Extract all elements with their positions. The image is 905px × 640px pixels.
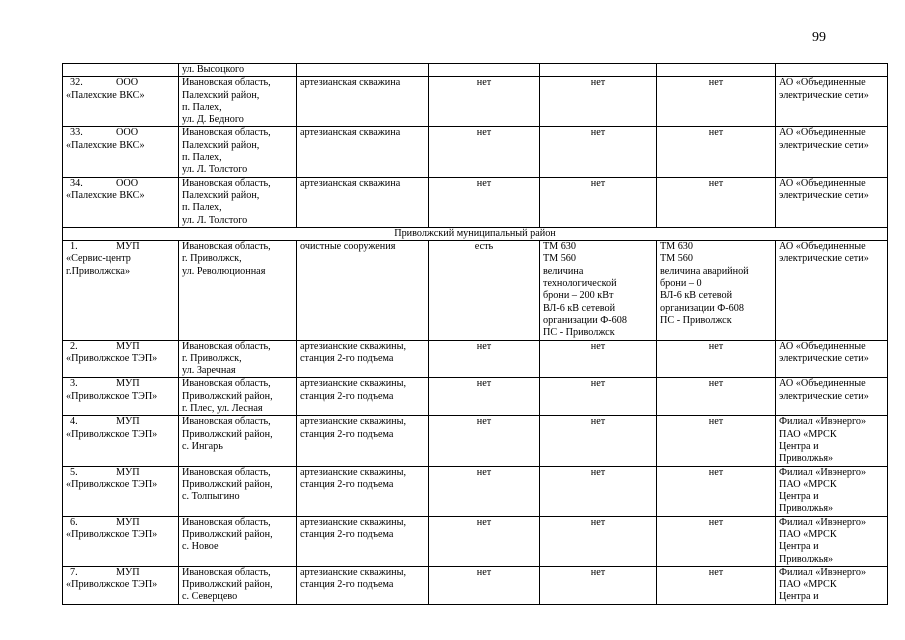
status-cell: нет <box>429 416 540 466</box>
emergency-reserve-cell-line: величина аварийной <box>660 265 749 277</box>
address-cell <box>179 127 297 177</box>
status-cell: нет <box>429 516 540 566</box>
object-cell-line: станция 2-го подъема <box>300 428 394 440</box>
row-number: 32. <box>70 77 83 89</box>
supplier-cell-line: Филиал «Ивэнерго» <box>779 416 867 428</box>
org-type: ООО <box>116 177 139 189</box>
emergency-reserve-cell-line: нет <box>708 340 724 352</box>
supplier-cell-line: Приволжья» <box>779 503 834 515</box>
address-cell-line: с. Ингарь <box>182 440 223 452</box>
object-cell-line: артезианские скважины, <box>300 340 407 352</box>
address-cell-line: ул. Л. Толстого <box>182 164 248 176</box>
supplier-cell-line: Центра и <box>779 541 819 553</box>
facilities-table <box>62 63 888 605</box>
org-type: МУП <box>116 378 140 390</box>
org-name: «Приволжское ТЭП» <box>66 352 158 364</box>
organization-cell <box>63 340 179 378</box>
section-header-row <box>63 227 888 240</box>
emergency-reserve-cell-line: организации Ф-608 <box>660 302 744 314</box>
object-cell-line: станция 2-го подъема <box>300 478 394 490</box>
address-cell-line: п. Палех, <box>182 202 222 214</box>
emergency-reserve-cell <box>657 416 776 466</box>
tech-reserve-cell-line: нет <box>590 177 606 189</box>
tech-reserve-cell <box>540 127 657 177</box>
tech-reserve-cell-line: ТМ 560 <box>543 253 576 265</box>
supplier-cell-line: Приволжья» <box>779 553 834 565</box>
emergency-reserve-cell-line: нет <box>708 516 724 528</box>
emergency-reserve-cell <box>657 241 776 340</box>
table-row <box>63 340 888 378</box>
org-type: МУП <box>116 416 140 428</box>
emergency-reserve-cell <box>657 378 776 416</box>
tech-reserve-cell-line: нет <box>590 340 606 352</box>
supplier-cell-line: электрические сети» <box>779 253 869 265</box>
org-type: МУП <box>116 466 140 478</box>
table-row <box>63 416 888 466</box>
object-cell <box>297 466 429 516</box>
emergency-reserve-cell <box>657 77 776 127</box>
tech-reserve-cell <box>540 77 657 127</box>
supplier-cell <box>776 466 888 516</box>
org-type: ООО <box>116 127 139 139</box>
address-cell <box>179 77 297 127</box>
organization-cell <box>63 416 179 466</box>
org-type: МУП <box>116 566 140 578</box>
emergency-reserve-cell-line: нет <box>708 416 724 428</box>
org-name: г.Приволжска» <box>66 265 131 277</box>
emergency-reserve-cell <box>657 516 776 566</box>
status-cell: нет <box>429 378 540 416</box>
row-number: 34. <box>70 177 83 189</box>
tech-reserve-cell-line: нет <box>590 378 606 390</box>
address-cell-line: Приволжский район, <box>182 428 273 440</box>
address-cell-line: г. Приволжск, <box>182 352 242 364</box>
row-number: 6. <box>70 516 78 528</box>
supplier-cell <box>776 340 888 378</box>
supplier-cell-line: Центра и <box>779 591 819 603</box>
emergency-reserve-cell-line: ТМ 560 <box>660 253 693 265</box>
address-cell-line: Приволжский район, <box>182 390 273 402</box>
org-name: «Палехские ВКС» <box>66 189 145 201</box>
address-cell-line: ул. Д. Бедного <box>182 114 244 126</box>
row-number: 7. <box>70 566 78 578</box>
row-number: 5. <box>70 466 78 478</box>
supplier-cell-line: АО «Объединенные <box>779 340 866 352</box>
address-cell-line: Ивановская область, <box>182 378 271 390</box>
tech-reserve-cell-line: ТМ 630 <box>543 241 576 253</box>
emergency-reserve-cell-line: брони – 0 <box>660 278 702 290</box>
supplier-cell <box>776 416 888 466</box>
supplier-cell-line: электрические сети» <box>779 89 869 101</box>
emergency-reserve-cell-line: нет <box>708 127 724 139</box>
supplier-cell-line: Филиал «Ивэнерго» <box>779 466 867 478</box>
emergency-reserve-cell <box>657 177 776 227</box>
row-number: 2. <box>70 340 78 352</box>
supplier-cell-line: электрические сети» <box>779 189 869 201</box>
emergency-reserve-cell-line: нет <box>708 466 724 478</box>
organization-cell <box>63 516 179 566</box>
object-cell-line: станция 2-го подъема <box>300 390 394 402</box>
address-cell <box>179 466 297 516</box>
tech-reserve-cell-line: технологической <box>543 278 617 290</box>
tech-reserve-cell <box>540 241 657 340</box>
row-number: 33. <box>70 127 83 139</box>
org-name: «Приволжское ТЭП» <box>66 528 158 540</box>
supplier-cell <box>776 177 888 227</box>
tech-reserve-cell-line: нет <box>590 127 606 139</box>
row-number: 4. <box>70 416 78 428</box>
org-name: «Сервис-центр <box>66 253 131 265</box>
supplier-cell-line: электрические сети» <box>779 390 869 402</box>
org-name: «Палехские ВКС» <box>66 139 145 151</box>
org-name: «Палехские ВКС» <box>66 89 145 101</box>
address-cell-line: с. Северцево <box>182 591 238 603</box>
table-row <box>63 77 888 127</box>
emergency-reserve-cell-line: ВЛ-6 кВ сетевой <box>660 290 733 302</box>
tech-reserve-cell-line: нет <box>590 466 606 478</box>
status-cell: есть <box>429 241 540 340</box>
tech-reserve-cell <box>540 416 657 466</box>
address-cell <box>179 416 297 466</box>
object-cell-line: артезианские скважины, <box>300 466 407 478</box>
object-cell-line: артезианские скважины, <box>300 378 407 390</box>
tech-reserve-cell-line: ПС - Приволжск <box>543 327 615 339</box>
address-cell-line: п. Палех, <box>182 152 222 164</box>
supplier-cell <box>776 241 888 340</box>
object-cell <box>297 378 429 416</box>
emergency-reserve-cell-line: ТМ 630 <box>660 241 693 253</box>
supplier-cell-line: Приволжья» <box>779 453 834 465</box>
object-cell-line: артезианская скважина <box>300 77 401 89</box>
object-cell-line: артезианские скважины, <box>300 516 407 528</box>
tech-reserve-cell-line: организации Ф-608 <box>543 314 627 326</box>
supplier-cell-line: ПАО «МРСК <box>779 428 837 440</box>
tech-reserve-cell-line: брони – 200 кВт <box>543 290 614 302</box>
status-cell: нет <box>429 340 540 378</box>
organization-cell <box>63 241 179 340</box>
object-cell-line: артезианские скважины, <box>300 566 407 578</box>
object-cell-line: станция 2-го подъема <box>300 352 394 364</box>
address-cell-line: с. Толпыгино <box>182 491 240 503</box>
table-row <box>63 466 888 516</box>
tech-reserve-cell-line: нет <box>590 77 606 89</box>
address-cell-line: Палехский район, <box>182 139 260 151</box>
address-cell <box>179 566 297 604</box>
supplier-cell <box>776 378 888 416</box>
address-cell <box>179 177 297 227</box>
supplier-cell-line: Центра и <box>779 440 819 452</box>
address-cell-line: Ивановская область, <box>182 77 271 89</box>
address-cell-line: Ивановская область, <box>182 466 271 478</box>
supplier-cell-line: ПАО «МРСК <box>779 478 837 490</box>
object-cell-line: артезианские скважины, <box>300 416 407 428</box>
supplier-cell-line: АО «Объединенные <box>779 378 866 390</box>
address-cell: ул. Высоцкого <box>179 64 297 77</box>
organization-cell <box>63 566 179 604</box>
supplier-cell-line: АО «Объединенные <box>779 177 866 189</box>
object-cell <box>297 340 429 378</box>
supplier-cell <box>776 127 888 177</box>
supplier-cell-line: АО «Объединенные <box>779 241 866 253</box>
tech-reserve-cell <box>540 378 657 416</box>
organization-cell <box>63 127 179 177</box>
supplier-cell-line: электрические сети» <box>779 352 869 364</box>
supplier-cell-line: Филиал «Ивэнерго» <box>779 516 867 528</box>
org-type: МУП <box>116 516 140 528</box>
object-cell-line: станция 2-го подъема <box>300 528 394 540</box>
address-cell-line: ул. Заречная <box>182 365 236 377</box>
table-row <box>63 241 888 340</box>
object-cell <box>297 516 429 566</box>
emergency-reserve-cell-line: ПС - Приволжск <box>660 314 732 326</box>
object-cell <box>297 177 429 227</box>
address-cell-line: Палехский район, <box>182 89 260 101</box>
address-cell-line: Ивановская область, <box>182 516 271 528</box>
address-cell-line: Палехский район, <box>182 189 260 201</box>
table-row <box>63 127 888 177</box>
address-cell-line: Ивановская область, <box>182 177 271 189</box>
org-name: «Приволжское ТЭП» <box>66 478 158 490</box>
address-cell-line: Ивановская область, <box>182 127 271 139</box>
status-cell: нет <box>429 566 540 604</box>
organization-cell <box>63 177 179 227</box>
status-cell: нет <box>429 127 540 177</box>
org-type: ООО <box>116 77 139 89</box>
supplier-cell <box>776 566 888 604</box>
object-cell-line: станция 2-го подъема <box>300 579 394 591</box>
address-cell <box>179 340 297 378</box>
org-type: МУП <box>116 340 140 352</box>
address-cell-line: Ивановская область, <box>182 566 271 578</box>
address-cell-line: Ивановская область, <box>182 241 271 253</box>
org-type: МУП <box>116 241 140 253</box>
tech-reserve-cell-line: величина <box>543 265 584 277</box>
tech-reserve-cell-line: нет <box>590 566 606 578</box>
emergency-reserve-cell <box>657 340 776 378</box>
supplier-cell-line: электрические сети» <box>779 139 869 151</box>
supplier-cell-line: Центра и <box>779 491 819 503</box>
page-number: 99 <box>812 30 826 45</box>
emergency-reserve-cell-line: нет <box>708 566 724 578</box>
table-row <box>63 516 888 566</box>
tech-reserve-cell <box>540 177 657 227</box>
object-cell-line: артезианская скважина <box>300 177 401 189</box>
emergency-reserve-cell-line: нет <box>708 77 724 89</box>
org-name: «Приволжское ТЭП» <box>66 428 158 440</box>
object-cell <box>297 241 429 340</box>
emergency-reserve-cell-line: нет <box>708 177 724 189</box>
tech-reserve-cell <box>540 516 657 566</box>
status-cell: нет <box>429 466 540 516</box>
address-cell-line: с. Новое <box>182 541 219 553</box>
section-title: Приволжский муниципальный район <box>63 227 888 240</box>
supplier-cell <box>776 77 888 127</box>
supplier-cell-line: Филиал «Ивэнерго» <box>779 566 867 578</box>
address-cell-line: ул. Революционная <box>182 265 266 277</box>
organization-cell <box>63 466 179 516</box>
object-cell-line: очистные сооружения <box>300 241 396 253</box>
table-row-continuation <box>63 64 888 77</box>
object-cell <box>297 77 429 127</box>
address-cell <box>179 378 297 416</box>
org-name: «Приволжское ТЭП» <box>66 579 158 591</box>
supplier-cell-line: ПАО «МРСК <box>779 579 837 591</box>
emergency-reserve-cell-line: нет <box>708 378 724 390</box>
table-row <box>63 566 888 604</box>
organization-cell <box>63 77 179 127</box>
supplier-cell-line: ПАО «МРСК <box>779 528 837 540</box>
address-cell <box>179 241 297 340</box>
tech-reserve-cell <box>540 566 657 604</box>
address-cell <box>179 516 297 566</box>
table-row <box>63 177 888 227</box>
org-name: «Приволжское ТЭП» <box>66 390 158 402</box>
supplier-cell-line: АО «Объединенные <box>779 77 866 89</box>
emergency-reserve-cell <box>657 466 776 516</box>
supplier-cell <box>776 516 888 566</box>
object-cell <box>297 127 429 177</box>
organization-cell <box>63 378 179 416</box>
tech-reserve-cell <box>540 340 657 378</box>
object-cell <box>297 416 429 466</box>
table-row <box>63 378 888 416</box>
address-cell-line: Приволжский район, <box>182 478 273 490</box>
object-cell <box>297 566 429 604</box>
address-cell-line: Приволжский район, <box>182 528 273 540</box>
emergency-reserve-cell <box>657 127 776 177</box>
address-cell-line: Приволжский район, <box>182 579 273 591</box>
row-number: 1. <box>70 241 78 253</box>
row-number: 3. <box>70 378 78 390</box>
tech-reserve-cell-line: нет <box>590 516 606 528</box>
status-cell: нет <box>429 177 540 227</box>
address-cell-line: г. Плес, ул. Лесная <box>182 403 263 415</box>
tech-reserve-cell-line: ВЛ-6 кВ сетевой <box>543 302 616 314</box>
address-cell-line: Ивановская область, <box>182 340 271 352</box>
address-cell-line: Ивановская область, <box>182 416 271 428</box>
address-cell-line: ул. Л. Толстого <box>182 214 248 226</box>
status-cell: нет <box>429 77 540 127</box>
tech-reserve-cell-line: нет <box>590 416 606 428</box>
tech-reserve-cell <box>540 466 657 516</box>
address-cell-line: п. Палех, <box>182 101 222 113</box>
supplier-cell-line: АО «Объединенные <box>779 127 866 139</box>
object-cell-line: артезианская скважина <box>300 127 401 139</box>
emergency-reserve-cell <box>657 566 776 604</box>
address-cell-line: г. Приволжск, <box>182 253 242 265</box>
